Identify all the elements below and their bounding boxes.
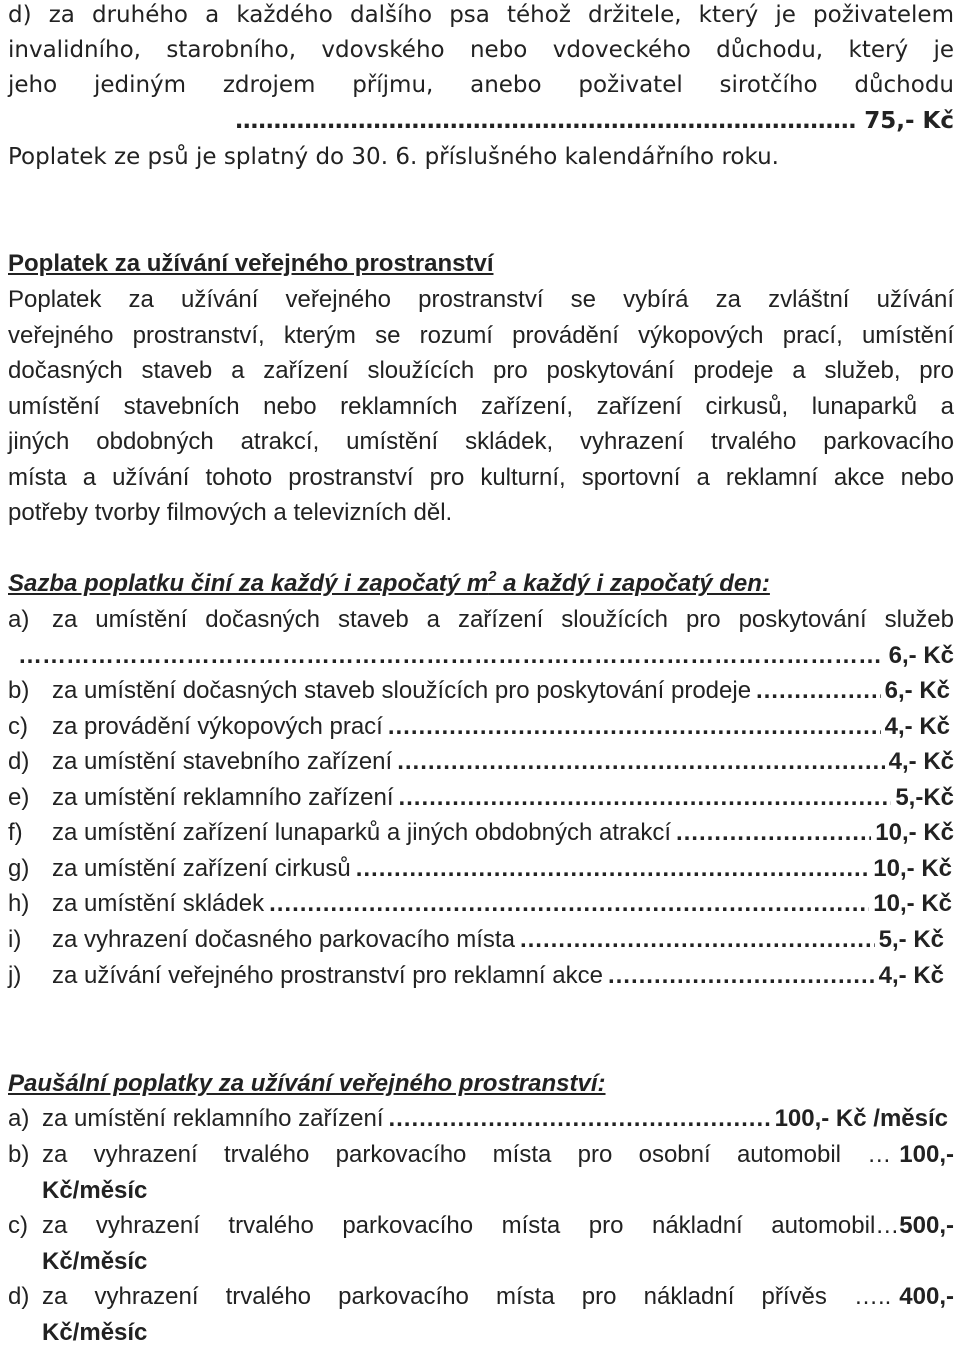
item-price: 10,- Kč: [873, 890, 952, 917]
item-price: 4,- Kč: [888, 748, 954, 775]
leader-dots: [519, 925, 875, 955]
item-price: 100,-: [899, 1141, 954, 1168]
flat-fee-item-c-unit: Kč/měsíc: [42, 1248, 148, 1275]
item-letter: j): [8, 962, 22, 989]
paragraph-line-6: místa a užívání tohoto prostranství pro kulturní, sportovní a reklamní akce nebo: [8, 464, 954, 491]
section-heading-flat-fees: Paušální poplatky za užívání veřejného prostranství:: [8, 1070, 606, 1097]
flat-fee-item-c: [8, 1211, 954, 1241]
rate-item-b: [8, 676, 950, 706]
section-heading-rate: [8, 569, 770, 599]
item-price: 6,- Kč: [884, 677, 950, 704]
item-text: za umístění dočasných staveb a zařízení sloužících pro poskytování služeb: [52, 606, 954, 633]
item-text: za provádění výkopových prací: [52, 713, 383, 740]
leader-dots: [268, 889, 869, 919]
item-text: za užívání veřejného prostranství pro reklamní akce: [52, 962, 603, 989]
flat-fee-item-b-unit: Kč/měsíc: [42, 1177, 148, 1204]
rate-item-j: [8, 961, 944, 991]
item-letter: h): [8, 890, 30, 917]
paragraph-line-1: Poplatek za užívání veřejného prostranství se vybírá za zvláštní užívání: [8, 286, 954, 313]
item-text: za vyhrazení dočasného parkovacího místa: [52, 926, 515, 953]
leader-dots: [607, 961, 875, 991]
item-price: 500,-: [899, 1212, 954, 1239]
paragraph-line-5: jiných obdobných atrakcí, umístění skládek, vyhrazení trvalého parkovacího: [8, 428, 954, 455]
leader-dots: [387, 712, 881, 742]
flat-fee-item-b: [8, 1140, 954, 1170]
item-text: za umístění zařízení lunaparků a jiných obdobných atrakcí: [52, 819, 672, 846]
paragraph-line-4: umístění stavebních nebo reklamních zařízení, zařízení cirkusů, lunaparků a: [8, 393, 954, 420]
item-price: 10,- Kč: [873, 855, 952, 882]
rate-item-h: [8, 889, 952, 919]
item-text: za umístění reklamního zařízení: [42, 1105, 384, 1132]
leader-dots: [355, 854, 870, 884]
item-letter: b): [8, 1141, 30, 1168]
rate-item-a: [8, 605, 954, 635]
leader-dots: [397, 783, 891, 813]
item-letter: a): [8, 606, 30, 633]
rate-item-i: [8, 925, 944, 955]
leader-dots: [387, 1104, 770, 1134]
item-text: za umístění dočasných staveb sloužících pro poskytování prodeje: [52, 677, 752, 704]
item-letter: a): [8, 1105, 30, 1132]
item-price: 10,- Kč: [875, 819, 954, 846]
item-letter: b): [8, 677, 30, 704]
leader-dots: [755, 676, 881, 706]
rate-item-g: [8, 854, 952, 884]
item-text: za umístění zařízení cirkusů: [52, 855, 351, 882]
item-text: za umístění stavebního zařízení: [52, 748, 393, 775]
leader-dots: [675, 818, 871, 848]
item-price: 4,- Kč: [878, 962, 944, 989]
item-price: 400,-: [899, 1283, 954, 1310]
rate-item-f: [8, 818, 954, 848]
rate-heading-text: Sazba poplatku činí za každý i započatý m: [8, 570, 489, 597]
intro-line-2: invalidního, starobního, vdovského nebo vdoveckého důchodu, který je: [8, 37, 954, 63]
paragraph-line-3: dočasných staveb a zařízení sloužících pro poskytování prodeje a služeb, pro: [8, 357, 954, 384]
item-price: 4,- Kč: [884, 713, 950, 740]
flat-fee-item-d-unit: Kč/měsíc: [42, 1319, 148, 1346]
item-letter: c): [8, 713, 28, 740]
paragraph-line-7: potřeby tvorby filmových a televizních děl.: [8, 499, 453, 526]
item-text: za vyhrazení trvalého parkovacího místa pro osobní automobil …: [42, 1141, 892, 1168]
item-letter: d): [8, 1283, 30, 1310]
item-letter: d): [8, 748, 30, 775]
intro-dots-price: ……………………………………………………………………… 75,- Kč: [235, 108, 954, 134]
item-letter: c): [8, 1212, 28, 1239]
item-text: za umístění skládek: [52, 890, 265, 917]
item-price: 5,-Kč: [895, 784, 954, 811]
paragraph-line-2: veřejného prostranství, kterým se rozumí provádění výkopových prací, umístění: [8, 322, 954, 349]
rate-heading-text-end: a každý i započatý den:: [496, 570, 770, 597]
flat-fee-item-a: [8, 1104, 948, 1134]
leader-dots: [396, 747, 884, 777]
item-text: za umístění reklamního zařízení: [52, 784, 394, 811]
item-text: za vyhrazení trvalého parkovacího místa pro nákladní přívěs …..: [42, 1283, 892, 1310]
rate-item-c: [8, 712, 950, 742]
intro-line-3: jeho jediným zdrojem příjmu, anebo poživatel sirotčího důchodu: [8, 72, 954, 98]
item-letter: e): [8, 784, 30, 811]
dog-fee-due-note: Poplatek ze psů je splatný do 30. 6. příslušného kalendářního roku.: [8, 144, 779, 170]
rate-item-e: [8, 783, 954, 813]
item-letter: i): [8, 926, 22, 953]
rate-item-d: [8, 747, 954, 777]
intro-line-1: d) za druhého a každého dalšího psa téhož držitele, který je poživatelem: [8, 2, 954, 28]
item-letter: f): [8, 819, 23, 846]
rate-heading-superscript: 2: [488, 568, 497, 585]
item-price: 5,- Kč: [878, 926, 944, 953]
item-text: za vyhrazení trvalého parkovacího místa pro nákladní automobil…: [42, 1212, 900, 1239]
rate-item-a-price-line: ……………………………………………………………………………………………… 6,- Kč: [17, 642, 954, 669]
section-heading-public-space: Poplatek za užívání veřejného prostranství: [8, 250, 494, 277]
item-letter: g): [8, 855, 30, 882]
flat-fee-item-d: [8, 1282, 954, 1312]
item-price: 100,- Kč /měsíc: [774, 1105, 948, 1132]
